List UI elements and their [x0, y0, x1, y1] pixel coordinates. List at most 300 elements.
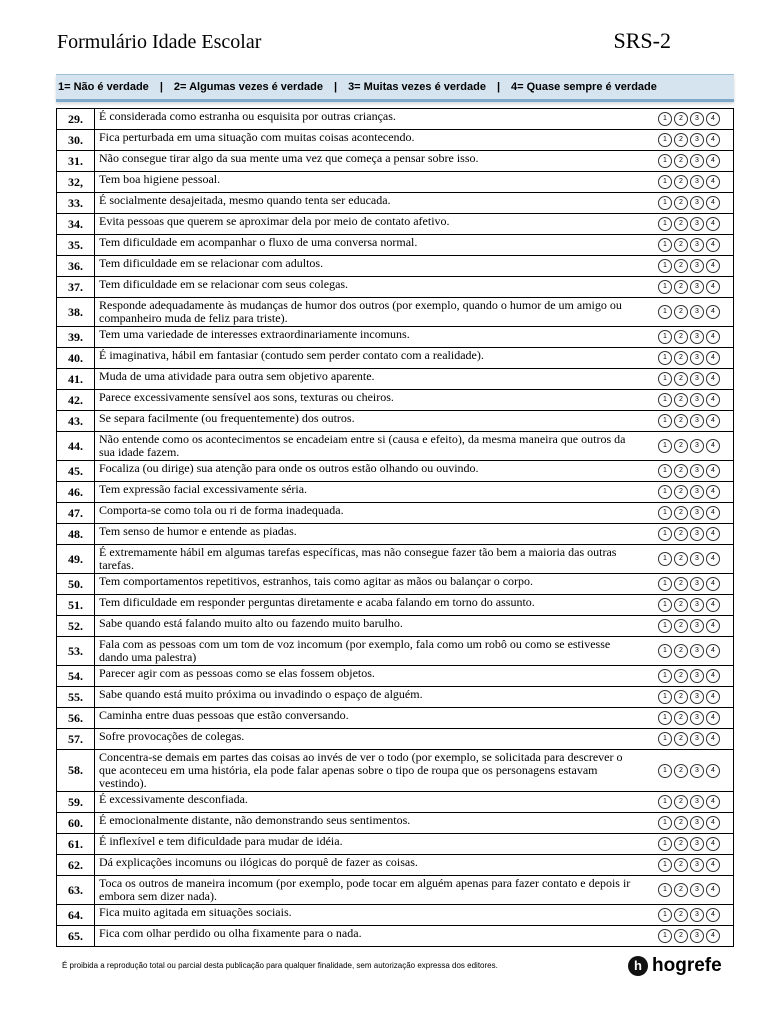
response-option-3[interactable]: 3 [690, 154, 704, 168]
response-option-1[interactable]: 1 [658, 858, 672, 872]
response-option-3[interactable]: 3 [690, 711, 704, 725]
item-number: 33. [57, 193, 95, 214]
response-options [645, 298, 734, 327]
response-option-1[interactable]: 1 [658, 259, 672, 273]
item-text: Parece excessivamente sensível aos sons, texturas ou cheiros. [95, 390, 646, 411]
response-option-3[interactable]: 3 [690, 644, 704, 658]
questionnaire-table [56, 108, 734, 947]
response-option-4[interactable]: 4 [706, 305, 720, 319]
response-options [645, 855, 734, 876]
response-option-2[interactable]: 2 [674, 280, 688, 294]
table-row [57, 256, 734, 277]
item-text: É imaginativa, hábil em fantasiar (contudo sem perder contato com a realidade). [95, 348, 646, 369]
response-option-4[interactable]: 4 [706, 816, 720, 830]
response-option-3[interactable]: 3 [690, 816, 704, 830]
response-option-2[interactable]: 2 [674, 669, 688, 683]
table-row [57, 461, 734, 482]
response-option-1[interactable]: 1 [658, 238, 672, 252]
response-option-2[interactable]: 2 [674, 485, 688, 499]
table-row [57, 411, 734, 432]
response-option-4[interactable]: 4 [706, 858, 720, 872]
response-options [645, 482, 734, 503]
item-number: 65. [57, 926, 95, 947]
item-text: Tem dificuldade em acompanhar o fluxo de uma conversa normal. [95, 235, 646, 256]
response-option-1[interactable]: 1 [658, 764, 672, 778]
response-option-3[interactable]: 3 [690, 238, 704, 252]
item-number: 48. [57, 524, 95, 545]
response-option-3[interactable]: 3 [690, 112, 704, 126]
table-row [57, 687, 734, 708]
table-row [57, 876, 734, 905]
table-row [57, 277, 734, 298]
item-number: 45. [57, 461, 95, 482]
response-option-3[interactable]: 3 [690, 175, 704, 189]
response-option-4[interactable]: 4 [706, 330, 720, 344]
response-option-4[interactable]: 4 [706, 764, 720, 778]
response-option-4[interactable]: 4 [706, 552, 720, 566]
response-option-3[interactable]: 3 [690, 506, 704, 520]
item-number: 54. [57, 666, 95, 687]
item-number: 44. [57, 432, 95, 461]
table-row [57, 369, 734, 390]
response-options [645, 750, 734, 792]
response-option-2[interactable]: 2 [674, 644, 688, 658]
response-option-4[interactable]: 4 [706, 238, 720, 252]
item-text: É excessivamente desconfiada. [95, 792, 646, 813]
response-option-2[interactable]: 2 [674, 439, 688, 453]
item-text: Se separa facilmente (ou frequentemente) dos outros. [95, 411, 646, 432]
response-option-4[interactable]: 4 [706, 414, 720, 428]
table-row [57, 855, 734, 876]
response-options [645, 369, 734, 390]
response-options [645, 876, 734, 905]
response-option-4[interactable]: 4 [706, 669, 720, 683]
response-option-4[interactable]: 4 [706, 619, 720, 633]
publisher-name: hogrefe [652, 955, 722, 976]
legend-item-3: 3= Muitas vezes é verdade [348, 81, 486, 93]
item-number: 29. [57, 109, 95, 130]
response-option-3[interactable]: 3 [690, 552, 704, 566]
response-option-3[interactable]: 3 [690, 577, 704, 591]
item-number: 34. [57, 214, 95, 235]
response-option-2[interactable]: 2 [674, 506, 688, 520]
item-number: 49. [57, 545, 95, 574]
response-options [645, 461, 734, 482]
response-option-1[interactable]: 1 [658, 133, 672, 147]
response-option-2[interactable]: 2 [674, 133, 688, 147]
response-option-3[interactable]: 3 [690, 837, 704, 851]
item-number: 55. [57, 687, 95, 708]
table-row [57, 595, 734, 616]
table-row [57, 926, 734, 947]
response-option-3[interactable]: 3 [690, 669, 704, 683]
response-option-3[interactable]: 3 [690, 133, 704, 147]
response-option-1[interactable]: 1 [658, 711, 672, 725]
response-option-2[interactable]: 2 [674, 764, 688, 778]
response-option-3[interactable]: 3 [690, 929, 704, 943]
table-row [57, 905, 734, 926]
response-option-4[interactable]: 4 [706, 372, 720, 386]
response-options [645, 729, 734, 750]
response-options [645, 172, 734, 193]
response-option-3[interactable]: 3 [690, 393, 704, 407]
table-row [57, 708, 734, 729]
response-option-4[interactable]: 4 [706, 929, 720, 943]
response-option-2[interactable]: 2 [674, 883, 688, 897]
response-option-2[interactable]: 2 [674, 858, 688, 872]
table-row [57, 666, 734, 687]
response-option-1[interactable]: 1 [658, 598, 672, 612]
response-option-3[interactable]: 3 [690, 372, 704, 386]
response-option-3[interactable]: 3 [690, 196, 704, 210]
response-option-1[interactable]: 1 [658, 464, 672, 478]
response-option-1[interactable]: 1 [658, 439, 672, 453]
item-text: Tem dificuldade em se relacionar com seus colegas. [95, 277, 646, 298]
item-text: Tem dificuldade em se relacionar com adultos. [95, 256, 646, 277]
response-option-1[interactable]: 1 [658, 690, 672, 704]
table-row [57, 298, 734, 327]
table-row [57, 750, 734, 792]
response-option-4[interactable]: 4 [706, 883, 720, 897]
response-option-4[interactable]: 4 [706, 795, 720, 809]
item-number: 40. [57, 348, 95, 369]
response-option-2[interactable]: 2 [674, 175, 688, 189]
response-options [645, 348, 734, 369]
response-option-2[interactable]: 2 [674, 795, 688, 809]
response-options [645, 708, 734, 729]
item-number: 52. [57, 616, 95, 637]
response-option-2[interactable]: 2 [674, 929, 688, 943]
response-option-4[interactable]: 4 [706, 908, 720, 922]
item-text: Tem boa higiene pessoal. [95, 172, 646, 193]
legend-separator: | [333, 81, 338, 93]
response-option-2[interactable]: 2 [674, 619, 688, 633]
response-option-1[interactable]: 1 [658, 485, 672, 499]
item-number: 58. [57, 750, 95, 792]
response-option-4[interactable]: 4 [706, 154, 720, 168]
item-number: 46. [57, 482, 95, 503]
response-option-2[interactable]: 2 [674, 196, 688, 210]
response-options [645, 327, 734, 348]
response-option-1[interactable]: 1 [658, 506, 672, 520]
response-option-1[interactable]: 1 [658, 732, 672, 746]
response-option-4[interactable]: 4 [706, 464, 720, 478]
item-number: 60. [57, 813, 95, 834]
response-option-4[interactable]: 4 [706, 259, 720, 273]
response-option-3[interactable]: 3 [690, 690, 704, 704]
response-option-4[interactable]: 4 [706, 439, 720, 453]
response-option-3[interactable]: 3 [690, 858, 704, 872]
response-option-2[interactable]: 2 [674, 732, 688, 746]
response-option-2[interactable]: 2 [674, 217, 688, 231]
item-number: 39. [57, 327, 95, 348]
publisher-logo [628, 955, 722, 977]
table-row [57, 524, 734, 545]
response-options [645, 109, 734, 130]
response-option-1[interactable]: 1 [658, 372, 672, 386]
legend-separator: | [496, 81, 501, 93]
table-row [57, 792, 734, 813]
response-option-2[interactable]: 2 [674, 238, 688, 252]
response-options [645, 545, 734, 574]
item-text: Fica perturbada em uma situação com muitas coisas acontecendo. [95, 130, 646, 151]
response-option-3[interactable]: 3 [690, 908, 704, 922]
response-option-3[interactable]: 3 [690, 305, 704, 319]
table-row [57, 545, 734, 574]
response-option-4[interactable]: 4 [706, 175, 720, 189]
item-text: Fala com as pessoas com um tom de voz incomum (por exemplo, fala como um robô ou como se estivesse dando uma palestra) [95, 637, 646, 666]
response-option-1[interactable]: 1 [658, 393, 672, 407]
table-row [57, 327, 734, 348]
response-option-2[interactable]: 2 [674, 154, 688, 168]
table-row [57, 390, 734, 411]
response-option-2[interactable]: 2 [674, 527, 688, 541]
item-number: 37. [57, 277, 95, 298]
response-option-1[interactable]: 1 [658, 669, 672, 683]
response-option-4[interactable]: 4 [706, 732, 720, 746]
response-option-1[interactable]: 1 [658, 112, 672, 126]
item-number: 56. [57, 708, 95, 729]
response-option-4[interactable]: 4 [706, 351, 720, 365]
item-number: 42. [57, 390, 95, 411]
response-option-1[interactable]: 1 [658, 217, 672, 231]
item-number: 30. [57, 130, 95, 151]
table-row [57, 637, 734, 666]
table-row [57, 130, 734, 151]
response-option-2[interactable]: 2 [674, 351, 688, 365]
response-options [645, 616, 734, 637]
legend-item-2: 2= Algumas vezes é verdade [173, 81, 323, 93]
table-row [57, 574, 734, 595]
item-number: 64. [57, 905, 95, 926]
response-option-1[interactable]: 1 [658, 527, 672, 541]
response-option-2[interactable]: 2 [674, 259, 688, 273]
response-option-4[interactable]: 4 [706, 837, 720, 851]
response-option-4[interactable]: 4 [706, 711, 720, 725]
response-options [645, 503, 734, 524]
response-option-3[interactable]: 3 [690, 439, 704, 453]
response-option-3[interactable]: 3 [690, 217, 704, 231]
item-number: 38. [57, 298, 95, 327]
item-number: 47. [57, 503, 95, 524]
response-options [645, 905, 734, 926]
response-option-1[interactable]: 1 [658, 154, 672, 168]
response-option-2[interactable]: 2 [674, 816, 688, 830]
response-option-3[interactable]: 3 [690, 485, 704, 499]
item-text: Sabe quando está muito próxima ou invadindo o espaço de alguém. [95, 687, 646, 708]
response-option-4[interactable]: 4 [706, 506, 720, 520]
table-row [57, 432, 734, 461]
item-text: Muda de uma atividade para outra sem objetivo aparente. [95, 369, 646, 390]
response-option-2[interactable]: 2 [674, 305, 688, 319]
table-row [57, 729, 734, 750]
response-option-3[interactable]: 3 [690, 883, 704, 897]
response-option-1[interactable]: 1 [658, 929, 672, 943]
item-number: 50. [57, 574, 95, 595]
item-text: Focaliza (ou dirige) sua atenção para onde os outros estão olhando ou ouvindo. [95, 461, 646, 482]
table-row [57, 616, 734, 637]
response-option-3[interactable]: 3 [690, 351, 704, 365]
response-options [645, 235, 734, 256]
response-options [645, 813, 734, 834]
response-option-3[interactable]: 3 [690, 795, 704, 809]
table-row [57, 503, 734, 524]
response-option-1[interactable]: 1 [658, 837, 672, 851]
response-option-2[interactable]: 2 [674, 393, 688, 407]
item-number: 51. [57, 595, 95, 616]
item-text: Sabe quando está falando muito alto ou fazendo muito barulho. [95, 616, 646, 637]
response-option-4[interactable]: 4 [706, 690, 720, 704]
response-option-3[interactable]: 3 [690, 619, 704, 633]
response-options [645, 687, 734, 708]
response-option-4[interactable]: 4 [706, 280, 720, 294]
response-option-4[interactable]: 4 [706, 196, 720, 210]
response-option-4[interactable]: 4 [706, 527, 720, 541]
response-option-3[interactable]: 3 [690, 464, 704, 478]
form-title: Formulário Idade Escolar [57, 31, 262, 53]
response-option-1[interactable]: 1 [658, 552, 672, 566]
response-option-1[interactable]: 1 [658, 619, 672, 633]
response-option-1[interactable]: 1 [658, 280, 672, 294]
response-option-4[interactable]: 4 [706, 393, 720, 407]
response-option-3[interactable]: 3 [690, 598, 704, 612]
table-row [57, 193, 734, 214]
response-options [645, 524, 734, 545]
response-option-1[interactable]: 1 [658, 644, 672, 658]
response-option-3[interactable]: 3 [690, 527, 704, 541]
response-option-2[interactable]: 2 [674, 711, 688, 725]
table-row [57, 172, 734, 193]
item-number: 53. [57, 637, 95, 666]
item-number: 41. [57, 369, 95, 390]
item-number: 31. [57, 151, 95, 172]
item-number: 35. [57, 235, 95, 256]
item-text: Dá explicações incomuns ou ilógicas do porquê de fazer as coisas. [95, 855, 646, 876]
response-option-1[interactable]: 1 [658, 305, 672, 319]
item-text: Responde adequadamente às mudanças de humor dos outros (por exemplo, quando o humor de um amigo ou companheiro muda de feliz para triste). [95, 298, 646, 327]
response-option-1[interactable]: 1 [658, 908, 672, 922]
response-option-4[interactable]: 4 [706, 112, 720, 126]
response-options [645, 277, 734, 298]
response-option-4[interactable]: 4 [706, 485, 720, 499]
legend-separator: | [159, 81, 163, 93]
item-text: Não entende como os acontecimentos se encadeiam entre si (causa e efeito), da mesma maneira que outros da sua idade fazem. [95, 432, 646, 461]
item-text: Tem comportamentos repetitivos, estranhos, tais como agitar as mãos ou balançar o corpo. [95, 574, 646, 595]
item-text: Comporta-se como tola ou ri de forma inadequada. [95, 503, 646, 524]
response-option-2[interactable]: 2 [674, 598, 688, 612]
item-number: 62. [57, 855, 95, 876]
response-option-2[interactable]: 2 [674, 577, 688, 591]
response-option-1[interactable]: 1 [658, 577, 672, 591]
response-options [645, 574, 734, 595]
item-text: Caminha entre duas pessoas que estão conversando. [95, 708, 646, 729]
item-text: Parecer agir com as pessoas como se elas fossem objetos. [95, 666, 646, 687]
item-number: 57. [57, 729, 95, 750]
item-number: 61. [57, 834, 95, 855]
copyright-note: É proibida a reprodução total ou parcial desta publicação para qualquer finalidade, sem autorização expressa dos editores. [62, 961, 498, 970]
response-options [645, 834, 734, 855]
response-option-1[interactable]: 1 [658, 816, 672, 830]
item-text: Toca os outros de maneira incomum (por exemplo, pode tocar em alguém apenas para fazer contato e depois ir embora sem dizer nada). [95, 876, 646, 905]
response-options [645, 926, 734, 947]
response-option-1[interactable]: 1 [658, 175, 672, 189]
response-options [645, 411, 734, 432]
response-option-2[interactable]: 2 [674, 552, 688, 566]
legend-item-4: 4= Quase sempre é verdade [511, 81, 657, 93]
item-text: Evita pessoas que querem se aproximar dela por meio de contato afetivo. [95, 214, 646, 235]
response-option-2[interactable]: 2 [674, 372, 688, 386]
response-option-4[interactable]: 4 [706, 598, 720, 612]
response-option-1[interactable]: 1 [658, 795, 672, 809]
item-number: 32, [57, 172, 95, 193]
item-text: É considerada como estranha ou esquisita por outras crianças. [95, 109, 646, 130]
item-number: 36. [57, 256, 95, 277]
response-options [645, 151, 734, 172]
item-text: Não consegue tirar algo da sua mente uma vez que começa a pensar sobre isso. [95, 151, 646, 172]
response-option-3[interactable]: 3 [690, 330, 704, 344]
response-option-3[interactable]: 3 [690, 764, 704, 778]
response-option-4[interactable]: 4 [706, 644, 720, 658]
response-option-4[interactable]: 4 [706, 577, 720, 591]
hogrefe-logo-icon: h [628, 956, 648, 976]
response-options [645, 256, 734, 277]
response-option-2[interactable]: 2 [674, 837, 688, 851]
item-number: 59. [57, 792, 95, 813]
item-text: É socialmente desajeitada, mesmo quando tenta ser educada. [95, 193, 646, 214]
item-text: Tem uma variedade de interesses extraordinariamente incomuns. [95, 327, 646, 348]
response-options [645, 666, 734, 687]
response-option-1[interactable]: 1 [658, 883, 672, 897]
item-text: Tem senso de humor e entende as piadas. [95, 524, 646, 545]
response-options [645, 792, 734, 813]
response-options [645, 214, 734, 235]
table-row [57, 151, 734, 172]
response-option-2[interactable]: 2 [674, 908, 688, 922]
response-options [645, 637, 734, 666]
response-option-2[interactable]: 2 [674, 414, 688, 428]
item-number: 43. [57, 411, 95, 432]
response-option-1[interactable]: 1 [658, 196, 672, 210]
response-option-3[interactable]: 3 [690, 280, 704, 294]
response-option-1[interactable]: 1 [658, 351, 672, 365]
item-text: Fica com olhar perdido ou olha fixamente para o nada. [95, 926, 646, 947]
response-options [645, 130, 734, 151]
legend-item-1: 1= Não é verdade [58, 81, 149, 93]
response-option-1[interactable]: 1 [658, 414, 672, 428]
item-number: 63. [57, 876, 95, 905]
response-option-2[interactable]: 2 [674, 690, 688, 704]
response-option-3[interactable]: 3 [690, 259, 704, 273]
response-option-4[interactable]: 4 [706, 217, 720, 231]
item-text: Tem expressão facial excessivamente séria. [95, 482, 646, 503]
response-option-3[interactable]: 3 [690, 414, 704, 428]
response-option-2[interactable]: 2 [674, 464, 688, 478]
response-option-4[interactable]: 4 [706, 133, 720, 147]
response-options [645, 595, 734, 616]
table-row [57, 834, 734, 855]
item-text: É extremamente hábil em algumas tarefas específicas, mas não consegue fazer tão bem a maioria das outras tarefas. [95, 545, 646, 574]
response-option-1[interactable]: 1 [658, 330, 672, 344]
item-text: Fica muito agitada em situações sociais. [95, 905, 646, 926]
response-legend [56, 74, 734, 102]
response-options [645, 390, 734, 411]
table-row [57, 813, 734, 834]
response-option-3[interactable]: 3 [690, 732, 704, 746]
response-option-2[interactable]: 2 [674, 330, 688, 344]
item-text: Sofre provocações de colegas. [95, 729, 646, 750]
table-row [57, 482, 734, 503]
response-option-2[interactable]: 2 [674, 112, 688, 126]
